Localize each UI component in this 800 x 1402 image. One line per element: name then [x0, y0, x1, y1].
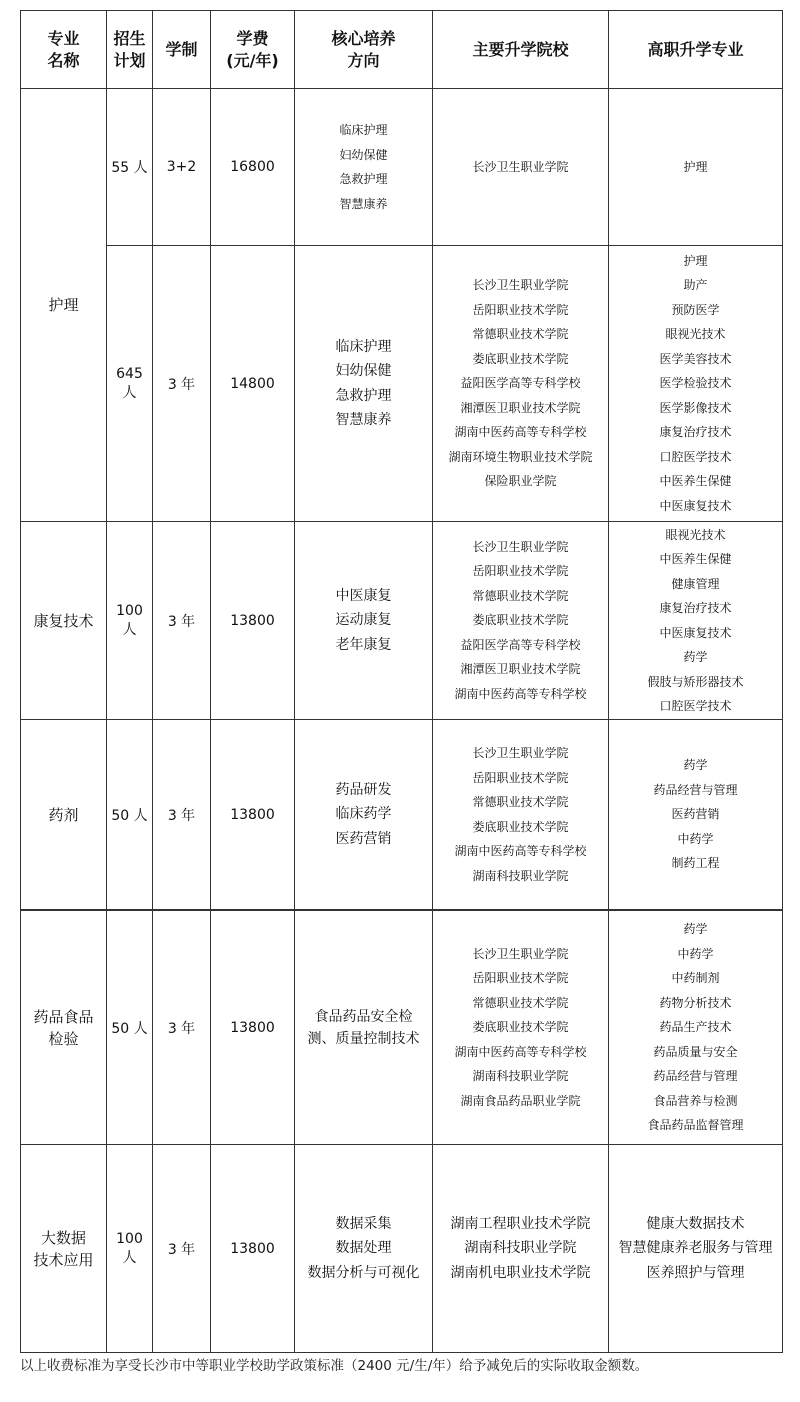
list-item: 岳阳职业技术学院 [472, 302, 569, 317]
list-item: 制药工程 [671, 856, 720, 871]
list-item: 娄底职业技术学院 [472, 351, 569, 366]
major-name: 护理 [21, 89, 107, 522]
list-item: 湖南中医药高等专科学校 [454, 844, 587, 858]
list-item: 助产 [683, 278, 708, 293]
list-item: 药品质量与安全 [653, 1044, 738, 1059]
list-item: 岳阳职业技术学院 [472, 770, 569, 785]
list-item: 健康大数据技术 [646, 1215, 745, 1232]
main-schools [433, 720, 609, 910]
core-directions [295, 89, 433, 246]
list-item: 食品营养与检测 [653, 1093, 738, 1108]
major-name: 康复技术 [21, 522, 107, 720]
list-item: 岳阳职业技术学院 [472, 564, 569, 579]
list-item: 湖南机电职业技术学院 [450, 1264, 591, 1281]
higher-majors [609, 911, 783, 1145]
table-row [21, 720, 783, 910]
study-years: 3 年 [153, 911, 211, 1145]
table-row [21, 1145, 783, 1353]
list-item: 长沙卫生职业学院 [472, 278, 569, 293]
list-item: 益阳医学高等专科学校 [460, 637, 581, 652]
core-directions [295, 246, 433, 522]
header-tuition: 学费 (元/年) [211, 11, 295, 89]
list-item: 长沙卫生职业学院 [472, 946, 569, 961]
list-item: 保险职业学院 [484, 474, 557, 489]
list-item: 中药学 [677, 946, 714, 961]
list-item: 药学 [683, 922, 708, 937]
higher-majors [609, 720, 783, 910]
core-directions [295, 522, 433, 720]
main-schools [433, 522, 609, 720]
list-item: 药品研发 [335, 781, 392, 798]
list-item: 数据采集 [335, 1215, 392, 1232]
list-item: 妇幼保健 [339, 147, 388, 162]
list-item: 中药制剂 [671, 971, 720, 986]
list-item: 药物分析技术 [659, 995, 732, 1010]
higher-majors [609, 1145, 783, 1353]
table-row [21, 522, 783, 720]
list-item: 医学影像技术 [659, 400, 732, 415]
list-item: 眼视光技术 [665, 527, 726, 542]
list-item: 假肢与矫形器技术 [647, 674, 744, 689]
list-item: 老年康复 [335, 636, 392, 653]
enrollment-plan: 50 人 [107, 911, 153, 1145]
list-item: 中药学 [677, 831, 714, 846]
main-schools [433, 911, 609, 1145]
enrollment-plan: 55 人 [107, 89, 153, 246]
study-years: 3 年 [153, 1145, 211, 1353]
list-item: 湖南科技职业学院 [472, 868, 569, 883]
list-item: 康复治疗技术 [659, 425, 732, 440]
header-study-years: 学制 [153, 11, 211, 89]
list-item: 中医康复 [335, 587, 392, 604]
list-item: 食品药品监督管理 [647, 1118, 744, 1133]
enrollment-plan: 100 人 [107, 1145, 153, 1353]
list-item: 中医康复技术 [659, 625, 732, 640]
list-item: 预防医学 [671, 302, 720, 317]
list-item: 急救护理 [339, 172, 388, 186]
list-item: 智慧健康养老服务与管理 [618, 1240, 773, 1257]
list-item: 口腔医学技术 [659, 699, 732, 713]
main-schools [433, 1145, 609, 1353]
study-years: 3+2 [153, 89, 211, 246]
list-item: 医养照护与管理 [646, 1264, 745, 1281]
list-item: 运动康复 [335, 612, 392, 629]
fee-footnote: 以上收费标准为享受长沙市中等职业学校助学政策标准（2400 元/生/年）给予减免后的实际收取金额数。 [20, 1358, 649, 1374]
main-schools [433, 89, 609, 246]
list-item: 临床药学 [335, 806, 392, 823]
list-item: 湖南中医药高等专科学校 [454, 1044, 587, 1059]
list-item: 眼视光技术 [665, 327, 726, 342]
list-item: 常德职业技术学院 [472, 327, 569, 342]
core-directions [295, 911, 433, 1145]
list-item: 智慧康养 [335, 412, 392, 428]
list-item: 岳阳职业技术学院 [472, 971, 569, 986]
header-core-direction: 核心培养 方向 [295, 11, 433, 89]
list-item: 长沙卫生职业学院 [472, 159, 569, 174]
list-item: 长沙卫生职业学院 [472, 746, 569, 760]
major-name: 药品食品 检验 [21, 911, 107, 1145]
table-row [21, 246, 783, 522]
list-item: 护理 [683, 253, 708, 268]
list-item: 口腔医学技术 [659, 449, 732, 464]
list-item: 测、质量控制技术 [307, 1030, 420, 1047]
higher-majors [609, 246, 783, 522]
table-row [21, 89, 783, 246]
header-main-schools: 主要升学院校 [433, 11, 609, 89]
tuition-fee: 13800 [211, 911, 295, 1145]
list-item: 临床护理 [339, 123, 388, 137]
list-item: 益阳医学高等专科学校 [460, 376, 581, 391]
list-item: 药品经营与管理 [653, 782, 738, 797]
list-item: 医药营销 [335, 830, 392, 847]
list-item: 娄底职业技术学院 [472, 613, 569, 628]
list-item: 湖南中医药高等专科学校 [454, 425, 587, 440]
list-item: 医药营销 [671, 807, 720, 822]
study-years: 3 年 [153, 522, 211, 720]
main-schools [433, 246, 609, 522]
list-item: 康复治疗技术 [659, 601, 732, 615]
list-item: 药品生产技术 [659, 1020, 732, 1035]
list-item: 健康管理 [671, 576, 720, 591]
list-item: 湖南科技职业学院 [464, 1240, 577, 1257]
enrollment-plan: 645 人 [107, 246, 153, 522]
list-item: 中医康复技术 [659, 498, 732, 513]
major-name: 大数据 技术应用 [21, 1145, 107, 1353]
list-item: 药品经营与管理 [653, 1069, 738, 1084]
list-item: 中医养生保健 [659, 552, 732, 566]
list-item: 食品药品安全检 [314, 1008, 413, 1025]
list-item: 急救护理 [335, 387, 392, 404]
core-directions [295, 1145, 433, 1353]
list-item: 湖南工程职业技术学院 [450, 1215, 591, 1232]
higher-majors [609, 522, 783, 720]
list-item: 长沙卫生职业学院 [472, 539, 569, 554]
list-item: 湖南中医药高等专科学校 [454, 686, 587, 701]
list-item: 医学检验技术 [659, 376, 732, 391]
study-years: 3 年 [153, 720, 211, 910]
tuition-fee: 13800 [211, 522, 295, 720]
list-item: 娄底职业技术学院 [472, 819, 569, 834]
tuition-fee: 16800 [211, 89, 295, 246]
header-row [21, 11, 783, 89]
list-item: 数据处理 [335, 1240, 392, 1257]
list-item: 常德职业技术学院 [472, 995, 569, 1010]
tuition-fee: 13800 [211, 720, 295, 910]
list-item: 妇幼保健 [335, 363, 392, 379]
list-item: 临床护理 [335, 338, 392, 355]
list-item: 医学美容技术 [659, 351, 732, 366]
higher-majors [609, 89, 783, 246]
tuition-fee: 13800 [211, 1145, 295, 1353]
enrollment-plan: 100 人 [107, 522, 153, 720]
enrollment-table-part1 [20, 10, 783, 910]
list-item: 护理 [683, 159, 708, 174]
tuition-fee: 14800 [211, 246, 295, 522]
core-directions [295, 720, 433, 910]
header-higher-majors: 高职升学专业 [609, 11, 783, 89]
list-item: 湘潭医卫职业技术学院 [460, 662, 581, 677]
enrollment-table-part2 [20, 910, 783, 1353]
list-item: 娄底职业技术学院 [472, 1020, 569, 1035]
list-item: 中医养生保健 [659, 474, 732, 489]
list-item: 常德职业技术学院 [472, 588, 569, 603]
enrollment-plan: 50 人 [107, 720, 153, 910]
list-item: 药学 [683, 650, 708, 664]
list-item: 湖南环境生物职业技术学院 [448, 449, 593, 464]
list-item: 湖南科技职业学院 [472, 1069, 569, 1084]
list-item: 湘潭医卫职业技术学院 [460, 400, 581, 415]
list-item: 湖南食品药品职业学院 [460, 1093, 581, 1108]
list-item: 智慧康养 [339, 196, 388, 211]
list-item: 常德职业技术学院 [472, 795, 569, 809]
header-enrollment-plan: 招生 计划 [107, 11, 153, 89]
list-item: 数据分析与可视化 [307, 1264, 420, 1281]
major-name: 药剂 [21, 720, 107, 910]
table-row [21, 911, 783, 1145]
study-years: 3 年 [153, 246, 211, 522]
list-item: 药学 [683, 758, 708, 773]
header-major-name: 专业 名称 [21, 11, 107, 89]
